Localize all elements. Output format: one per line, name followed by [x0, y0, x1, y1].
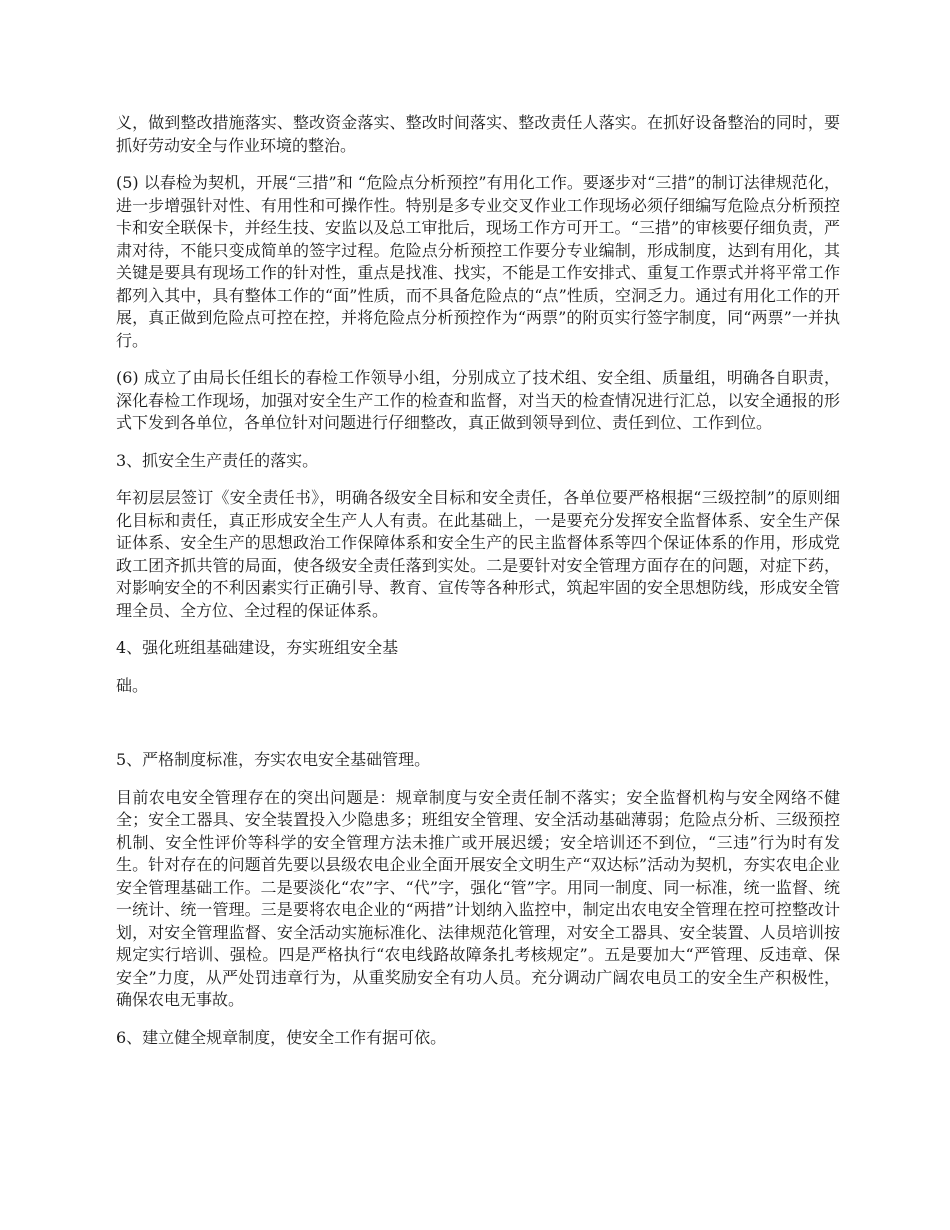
document-body — [116, 112, 840, 1064]
paragraph-responsibility: 年初层层签订《安全责任书》，明确各级安全目标和安全责任，各单位要严格根据“三级控制”的原则细化目标和责任，真正形成安全生产人人有责。在此基础上，一是要充分发挥安全监督体系、安全生产保证体系、安全生产的思想政治工作保障体系和安全生产的民主监督体系等四个保证体系的作用，形成党政工团齐抓共管的局面，使各级安全责任落到实处。二是要针对安全管理方面存在的问题，对症下药，对影响安全的不利因素实行正确引导、教育、宣传等各种形式，筑起牢固的安全思想防线，形成安全管理全员、全方位、全过程的保证体系。 — [116, 488, 840, 620]
section-heading-4-continuation: 础。 — [116, 675, 149, 695]
section-heading-3: 3、抓安全生产责任的落实。 — [116, 450, 319, 470]
paragraph-rural-power: 目前农电安全管理存在的突出问题是：规章制度与安全责任制不落实；安全监督机构与安全网络不健全；安全工器具、安全装置投入少隐患多；班组安全管理、安全活动基础薄弱；危险点分析、三级预控机制、安全性评价等科学的安全管理方法未推广或开展迟缓；安全培训还不到位，“三违”行为时有发生。针对存在的问题首先要以县级农电企业全面开展安全文明生产“双达标”活动为契机，夯实农电企业安全管理基础工作。二是要淡化“农”字、“代”字，强化“管”字。用同一制度、同一标准，统一监督、统一统计、统一管理。三是要将农电企业的“两措”计划纳入监控中，制定出农电安全管理在控可控整改计划，对安全管理监督、安全活动实施标准化、法律规范化管理，对安全工器具、安全装置、人员培训按规定实行培训、强检。四是严格执行“农电线路故障条扎考核规定”。五是要加大“严管理、反违章、保安全”力度，从严处罚违章行为，从重奖励安全有功人员。充分调动广阔农电员工的安全生产积极性，确保农电无事故。 — [116, 787, 840, 1009]
paragraph-continuation: 义，做到整改措施落实、整改资金落实、整改时间落实、整改责任人落实。在抓好设备整治的同时，要抓好劳动安全与作业环境的整治。 — [116, 113, 840, 155]
section-heading-4: 4、强化班组基础建设，夯实班组安全基 — [116, 638, 399, 657]
section-heading-6: 6、建立健全规章制度，使安全工作有据可依。 — [116, 1027, 447, 1047]
section-heading-5: 5、严格制度标准，夯实农电安全基础管理。 — [116, 750, 431, 769]
paragraph-item-6: (6) 成立了由局长任组长的春检工作领导小组，分别成立了技术组、安全组、质量组，明确各自职责，深化春检工作现场，加强对安全生产工作的检查和监督，对当天的检查情况进行汇总，以安全通报的形式下发到各单位，各单位针对问题进行仔细整改，真正做到领导到位、责任到位、工作到位。 — [116, 368, 840, 432]
paragraph-item-5: (5) 以春检为契机，开展“三措”和 “危险点分析预控”有用化工作。要逐步对“三措”的制订法律规范化，进一步增强针对性、有用性和可操作性。特别是多专业交叉作业工作现场必须仔细编写危险点分析预控卡和安全联保卡，并经生技、安监以及总工审批后，现场工作方可开工。“三措”的审核要仔细负责，严肃对待，不能只变成简单的签字过程。危险点分析预控工作要分专业编制，形成制度，达到有用化，其关键是要具有现场工作的针对性，重点是找准、找实，不能是工作安排式、重复工作票式并将平常工作都列入其中，具有整体工作的“面”性质，而不具备危险点的“点”性质，空洞乏力。通过有用化工作的开展，真正做到危险点可控在控，并将危险点分析预控作为“两票”的附页实行签字制度，同“两票”一并执行。 — [116, 173, 840, 350]
